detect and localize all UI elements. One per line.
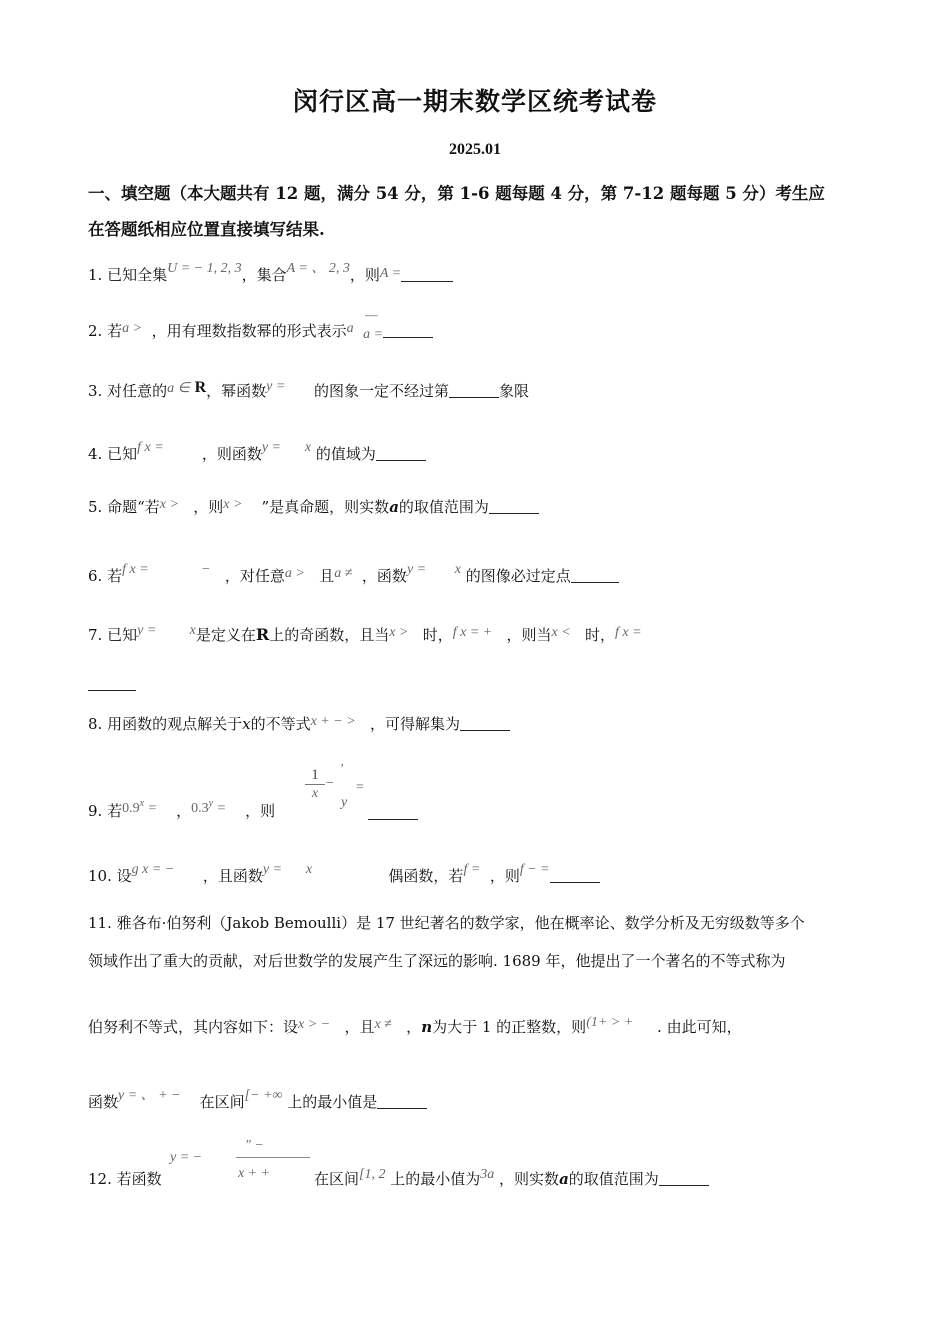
math-formula: a > [284,566,305,581]
question-text: 是定义在 [195,626,256,644]
math-formula: 0.3 [191,801,209,816]
question-text: ，用有理数指数幂的形式表示 [151,322,347,340]
question-text: 在区间 [199,1093,245,1111]
math-formula: x [189,623,196,638]
math-formula: y = [137,623,157,638]
question-number: 2. [88,322,103,340]
variable-x: x [242,715,251,733]
math-formula: ″ − [245,1138,264,1153]
question-10 [88,862,600,886]
math-equals: = [355,780,365,795]
question-text: 偶函数，若 [388,867,464,885]
math-exponent: x [139,798,145,809]
question-text: 若函数 [116,1170,162,1188]
question-text: 上的最小值为 [390,1170,481,1188]
question-number: 11. [88,914,112,932]
question-text: ，则 [489,867,520,885]
fraction-bar [236,1157,310,1158]
question-text: 函数 [88,1093,119,1111]
question-text: ，则函数 [201,445,262,463]
question-6 [88,562,619,586]
math-formula: x [454,562,461,577]
math-formula: x < [551,625,571,640]
question-11-line4 [88,1088,427,1112]
math-formula: − [201,562,211,577]
question-text: 已知 [107,445,138,463]
math-exponent: y [208,798,214,809]
variable-n: n [421,1018,433,1036]
question-9 [88,800,275,821]
question-text: 已知 [107,626,138,644]
question-text: 雅各布·伯努利（Jakob Bemoulli）是 17 世纪著名的数学家，他在概率论、数学分析及无穷级数等多个 [116,914,805,932]
math-real-set: R [255,625,270,644]
question-number: 6. [88,567,103,585]
question-11-line2 [88,950,785,971]
question-text: ，则 [349,266,380,284]
question-text: 的取值范围为 [568,1170,659,1188]
question-text: . 由此可知， [657,1018,742,1036]
math-formula: y = [266,379,286,394]
question-text: ，且 [344,1018,375,1036]
answer-blank[interactable] [383,323,433,338]
question-text: 时， [422,626,453,644]
answer-blank[interactable] [449,383,499,398]
math-formula: x + − > [310,714,356,729]
math-formula: a ∈ [167,381,190,396]
question-12 [88,1168,162,1189]
math-formula: 0.9 [122,801,140,816]
math-minus: − [325,776,335,791]
question-text: 时， [585,626,616,644]
question-number: 4. [88,445,103,463]
answer-blank[interactable] [460,716,510,731]
question-text: 若 [107,802,123,820]
math-formula: f − = [519,862,550,877]
math-formula: y = 、 + − [118,1088,181,1103]
question-11-line3 [88,1016,742,1037]
question-text: 若 [107,322,123,340]
variable-a: a [559,1170,569,1188]
question-text: 为大于 1 的正整数，则 [432,1018,587,1036]
math-formula: [− +∞ [244,1088,283,1103]
math-formula: (1+ > + [586,1015,634,1030]
question-number: 5. [88,498,103,516]
math-formula: f x = + [452,625,493,640]
math-formula: x > [389,625,409,640]
question-5 [88,496,539,517]
math-formula: x > − [298,1017,331,1032]
math-formula: a > [122,321,143,336]
question-2 [88,308,433,342]
question-text: 的取值范围为 [398,498,489,516]
math-formula: f x = [122,562,149,577]
answer-blank[interactable] [376,446,426,461]
fraction-numerator: 1 [305,766,325,785]
question-text: 的值域为 [315,445,376,463]
question-text: ，幂函数 [206,382,267,400]
question-text: ”是真命题，则实数 [261,498,390,516]
question-text: ，可得解集为 [369,715,460,733]
math-formula: U = − 1, 2, 3 [167,261,242,276]
question-text: ， [176,802,192,820]
math-fraction [305,766,325,803]
math-mark: ' [340,762,343,777]
question-text: 的图像必过定点 [465,567,571,585]
question-text: 且 [319,567,335,585]
math-formula: y = − [170,1150,203,1165]
question-number: 10. [88,867,112,885]
math-formula: f = [463,862,481,877]
math-formula: a = [363,327,384,342]
question-12-rest [314,1168,709,1189]
question-7 [88,624,642,645]
answer-blank[interactable] [550,868,600,883]
answer-blank[interactable] [88,676,136,691]
math-formula: y = [262,862,283,877]
math-formula: y = [261,440,282,455]
answer-blank[interactable] [659,1171,709,1186]
variable-a: a [389,498,399,516]
math-variable: y [341,795,348,810]
math-real-set: R [194,379,207,396]
question-text: 命题“若 [107,498,160,516]
question-text: ，对任意 [224,567,285,585]
math-formula: = [213,801,227,816]
question-number: 3. [88,382,103,400]
question-number: 1. [88,266,103,284]
math-formula: f x = [615,625,642,640]
question-1 [88,261,453,285]
question-text: 对任意的 [107,382,168,400]
question-4 [88,440,426,464]
fraction-denominator: x [311,786,319,801]
question-8 [88,713,510,734]
question-text: ，则 [193,498,224,516]
question-11-line1 [88,912,805,933]
question-text: 的不等式 [250,715,311,733]
question-text: 用函数的观点解关于 [107,715,243,733]
question-number: 7. [88,626,103,644]
math-formula: A = [379,266,402,281]
question-text: ， [406,1018,422,1036]
answer-blank[interactable] [377,1094,427,1109]
answer-blank[interactable] [401,267,453,282]
question-text: ，则当 [506,626,552,644]
question-text: 在区间 [314,1170,360,1188]
math-formula: x + + [238,1166,271,1181]
question-7-answer-line [88,674,136,693]
answer-blank[interactable] [368,805,418,820]
math-formula: a ≠ [334,566,353,581]
math-formula: x > [223,497,243,512]
math-overbar: — [365,308,378,323]
question-3 [88,380,529,401]
question-number: 8. [88,715,103,733]
math-formula: 3a [480,1167,495,1182]
question-text: ，则实数 [499,1170,560,1188]
question-text: 的图象一定不经过第 [313,382,449,400]
section-heading-line2: 在答题纸相应位置直接填写结果. [88,220,325,239]
math-formula: y = [406,562,427,577]
answer-blank[interactable] [489,499,539,514]
question-text: ，则 [245,802,276,820]
question-text: ，函数 [361,567,407,585]
page-title: 闵行区高一期末数学区统考试卷 [292,87,657,116]
math-formula: = [144,801,158,816]
question-text: 上的奇函数，且当 [269,626,390,644]
question-text: ，且函数 [202,867,263,885]
question-text: 设 [116,867,132,885]
question-text: 已知全集 [107,266,168,284]
question-text: 伯努利不等式，其内容如下：设 [88,1018,299,1036]
question-9-answer [368,803,418,822]
question-text: ，集合 [241,266,287,284]
math-formula: x ≠ [374,1017,392,1032]
question-number: 9. [88,802,103,820]
math-formula: A = 、 2, 3 [286,261,350,276]
math-formula: x [304,440,312,455]
exam-date: 2025.01 [449,141,501,158]
question-text: 象限 [498,382,529,400]
math-formula: a [346,321,354,336]
question-text: 上的最小值是 [287,1093,378,1111]
math-formula: x [305,862,313,877]
math-formula: f x = [137,440,164,455]
section-heading-line1: 一、填空题（本大题共有 12 题，满分 54 分，第 1-6 题每题 4 分，第 7-12 题每题 5 分）考生应 [88,184,825,203]
question-number: 12. [88,1170,112,1188]
answer-blank[interactable] [571,568,619,583]
question-text: 若 [107,567,123,585]
math-formula: x > [159,497,179,512]
math-formula: g x = − [131,862,175,877]
question-text: 领域作出了重大的贡献，对后世数学的发展产生了深远的影响. 1689 年，他提出了一个著名的不等式称为 [88,952,786,970]
math-formula: [1, 2 [359,1167,386,1182]
